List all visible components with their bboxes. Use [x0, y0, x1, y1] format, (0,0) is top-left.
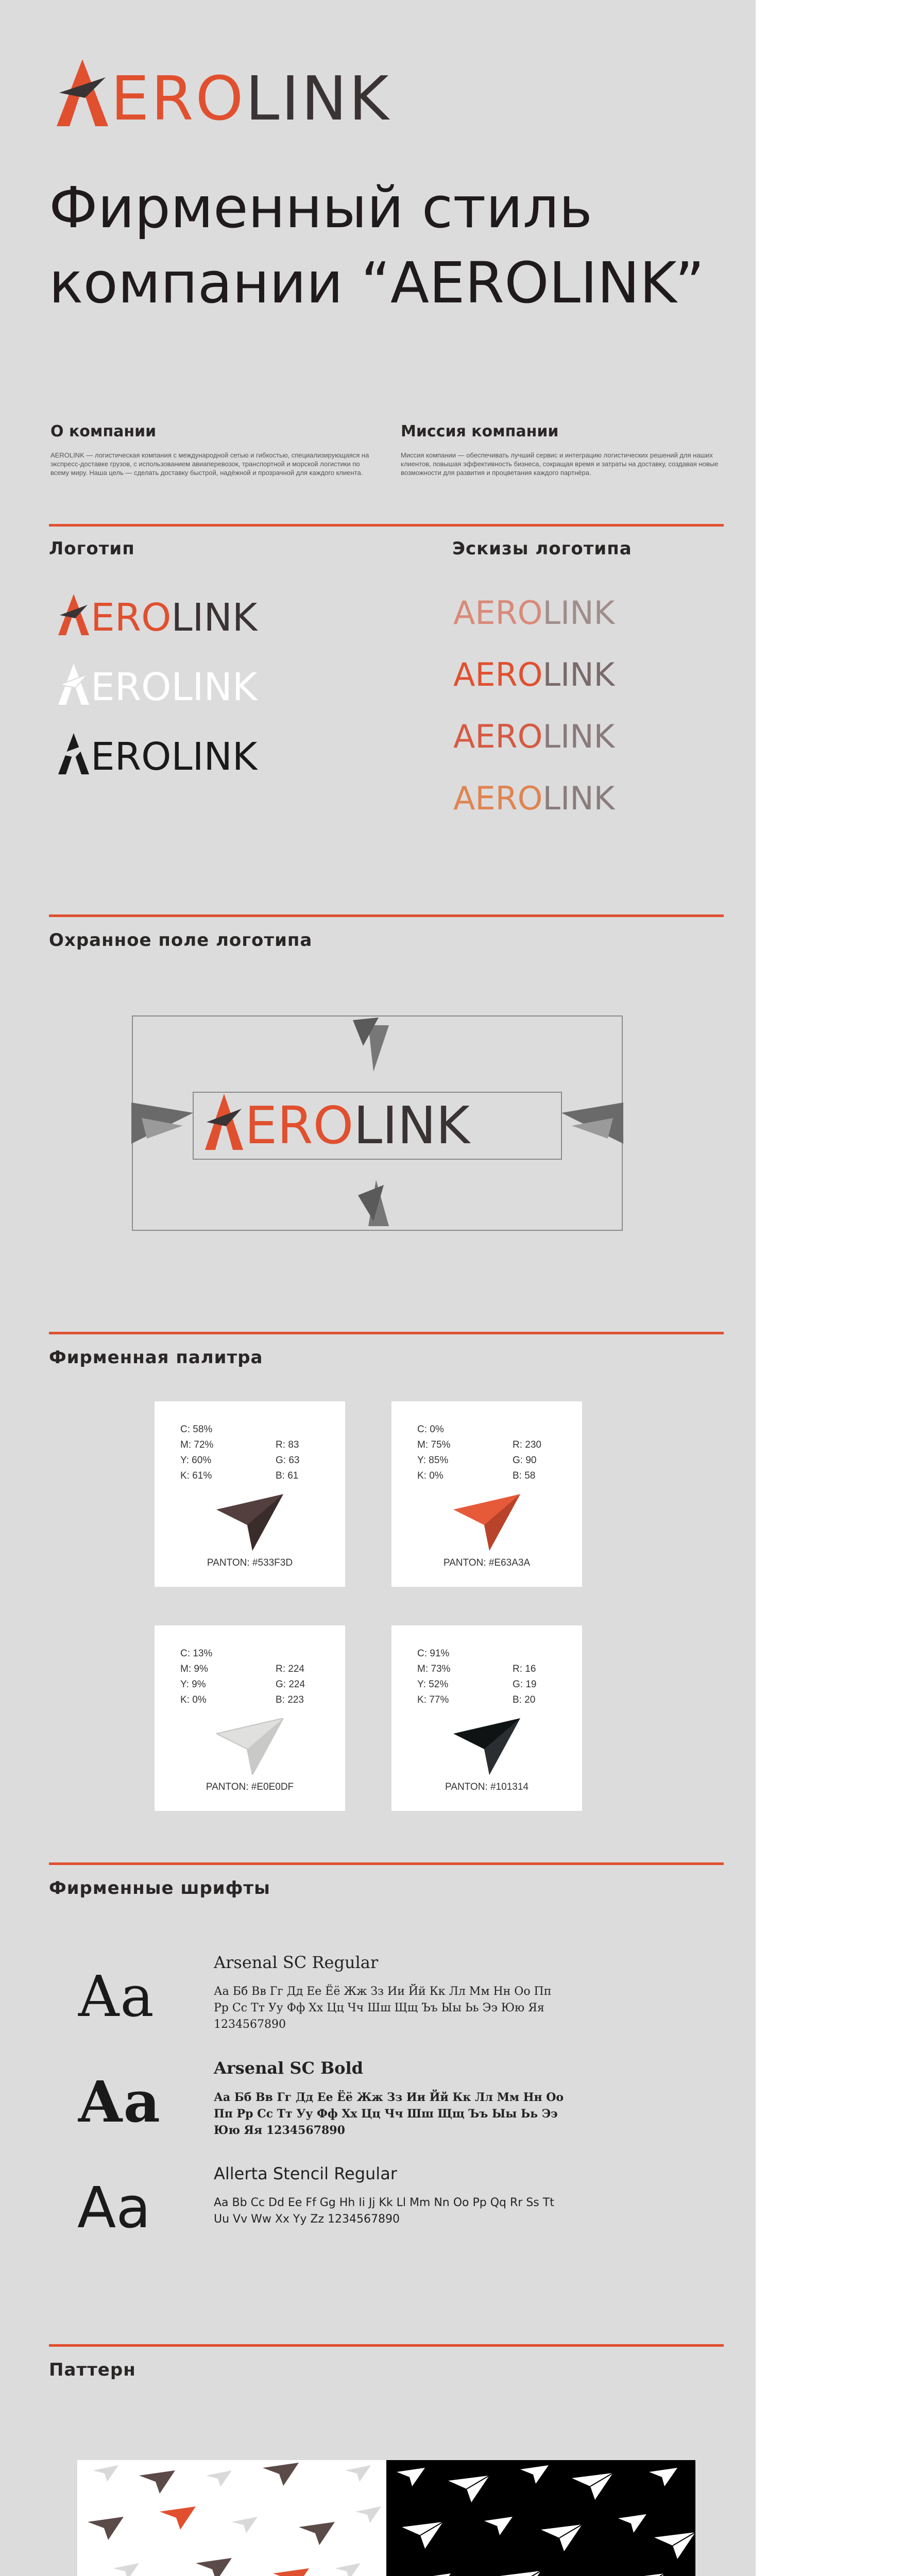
swatch-pantone: PANTON: #E63A3A — [443, 1557, 531, 1568]
font-row-3 — [77, 2164, 644, 2262]
logo-variant-color — [57, 592, 258, 640]
swatch-rgb: R: 224 G: 224 B: 223 — [276, 1664, 305, 1705]
sketch-1: AEROLINK — [453, 594, 615, 632]
font-sample: Аа — [77, 2069, 160, 2135]
logo-variant-black-ero: ERO — [91, 735, 172, 779]
swatch-rgb: R: 83 G: 63 B: 61 — [276, 1439, 300, 1481]
logo-variant-color-ero: ERO — [91, 596, 172, 640]
pattern-title: Паттерн — [49, 2360, 136, 2380]
pattern-dark-graphic — [386, 2460, 695, 2576]
safe-zone-logo-link: LINK — [353, 1095, 470, 1156]
sketches-title: Эскизы логотипа — [452, 538, 632, 559]
about-company-title: О компании — [50, 422, 157, 440]
divider — [49, 2344, 724, 2347]
swatch-card-2 — [391, 1401, 582, 1587]
logo-a-icon — [57, 732, 91, 776]
swatch-card-4 — [391, 1625, 582, 1811]
logo-variant-white-ero: ERO — [91, 665, 172, 709]
safe-zone-logo — [203, 1092, 470, 1156]
font-name: Allerta Stencil Regular — [214, 2164, 397, 2183]
pattern-light — [77, 2460, 386, 2576]
logo-variant-black — [57, 732, 258, 779]
safe-zone-logo-ero: ERO — [245, 1095, 354, 1156]
font-name: Arsenal SC Bold — [214, 2058, 363, 2078]
about-company-text: AEROLINK — логистическая компания с международной сетью и гибкостью, специализирующаяся на экспресс-доставке грузов, с использованием авиаперевозок, транспортной и морской логистики по всему миру. Наша цель — сделать доставку быстрой, надёжной и прозрачной для каждого клиента. — [50, 451, 369, 477]
logo-a-icon — [57, 592, 91, 637]
swatch-cmyk: C: 91% M: 73% Y: 52% K: 77% — [417, 1648, 451, 1705]
font-name: Arsenal SC Regular — [214, 1953, 379, 1972]
logo-variant-white — [57, 662, 258, 709]
sketch-2: AEROLINK — [453, 656, 615, 693]
swatch-rgb: R: 16 G: 19 B: 20 — [513, 1664, 537, 1705]
divider — [49, 914, 724, 917]
fonts-title: Фирменные шрифты — [49, 1878, 270, 1899]
about-mission-title: Миссия компании — [401, 422, 559, 440]
pattern-light-graphic — [77, 2460, 386, 2576]
swatch-cmyk: C: 58% M: 72% Y: 60% K: 61% — [180, 1424, 214, 1481]
header-logo-link: LINK — [245, 63, 391, 134]
swatch-pantone: PANTON: #101314 — [445, 1782, 529, 1792]
palette-title: Фирменная палитра — [49, 1347, 263, 1368]
swatch-cmyk: C: 0% M: 75% Y: 85% K: 0% — [417, 1424, 451, 1481]
font-sample: Аа — [77, 2175, 151, 2241]
header-logo-ero: ERO — [111, 63, 246, 134]
pattern-dark — [386, 2460, 695, 2576]
font-alphabet: Аа Бб Вв Гг Дд Ее Ёё Жж Зз Ии Йй Кк Лл Мм Нн Оо Пп Рр Сс Тт Уу Фф Хх Цц Чч Шш Щщ Ъъ Ыы Ьь Ээ Юю Яя 1234567890 — [214, 2091, 564, 2137]
page-title — [49, 170, 704, 320]
font-alphabet: Аа Бб Вв Гг Дд Ее Ёё Жж Зз Ии Йй Кк Лл Мм Нн Оо Пп Рр Сс Тт Уу Фф Хх Цц Чч Шш Щщ Ъъ Ыы Ьь Ээ Юю Яя 1234567890 — [214, 1985, 552, 2031]
swatch-pantone: PANTON: #533F3D — [207, 1557, 293, 1568]
swatch-rgb: R: 230 G: 90 B: 58 — [513, 1439, 541, 1481]
paper-plane-icon — [216, 1718, 283, 1775]
swatch-card-3 — [155, 1625, 345, 1811]
divider — [49, 524, 724, 527]
swatch-pantone: PANTON: #E0E0DF — [206, 1782, 294, 1792]
sketch-4: AEROLINK — [453, 779, 615, 817]
logo-a-icon — [203, 1092, 245, 1151]
font-row-1 — [77, 1953, 644, 2050]
header-logo — [54, 52, 391, 134]
swatch-card-1 — [155, 1401, 345, 1587]
logo-a-plane-icon — [54, 57, 111, 129]
sketch-3: AEROLINK — [453, 718, 615, 755]
page-title-line1: Фирменный стиль — [49, 175, 592, 241]
paper-plane-icon — [216, 1494, 283, 1551]
divider — [49, 1332, 724, 1334]
logo-a-icon — [57, 662, 91, 706]
safe-zone-diagram — [131, 1015, 623, 1231]
swatch-cmyk: C: 13% M: 9% Y: 9% K: 0% — [180, 1648, 213, 1705]
safe-zone-title: Охранное поле логотипа — [49, 930, 313, 951]
about-mission-text: Миссия компании — обеспечивать лучший сервис и интеграцию логистических решений для наших клиентов, повышая эффективность бизнеса, сокращая время и затраты на доставку, создавая новые возможности для развития и процветания каждого партнёра. — [401, 451, 719, 477]
font-row-2 — [77, 2058, 644, 2156]
logo-variant-color-link: LINK — [171, 596, 258, 640]
paper-plane-icon — [453, 1718, 520, 1775]
logo-section-title: Логотип — [49, 538, 135, 559]
logo-variant-black-link: LINK — [171, 735, 258, 779]
font-sample: Аа — [77, 1963, 154, 2029]
about-company — [50, 422, 370, 477]
divider — [49, 1862, 724, 1865]
logo-variant-white-link: LINK — [171, 665, 258, 709]
logo-sketches — [453, 587, 649, 835]
page-title-line2: компании “AEROLINK” — [49, 250, 705, 316]
font-alphabet: Aa Bb Cc Dd Ee Ff Gg Hh Ii Jj Kk Ll Mm Nn Oo Pp Qq Rr Ss Tt Uu Vv Ww Xx Yy Zz 1234567890 — [214, 2196, 554, 2226]
about-mission — [401, 422, 720, 477]
paper-plane-icon — [453, 1494, 520, 1551]
